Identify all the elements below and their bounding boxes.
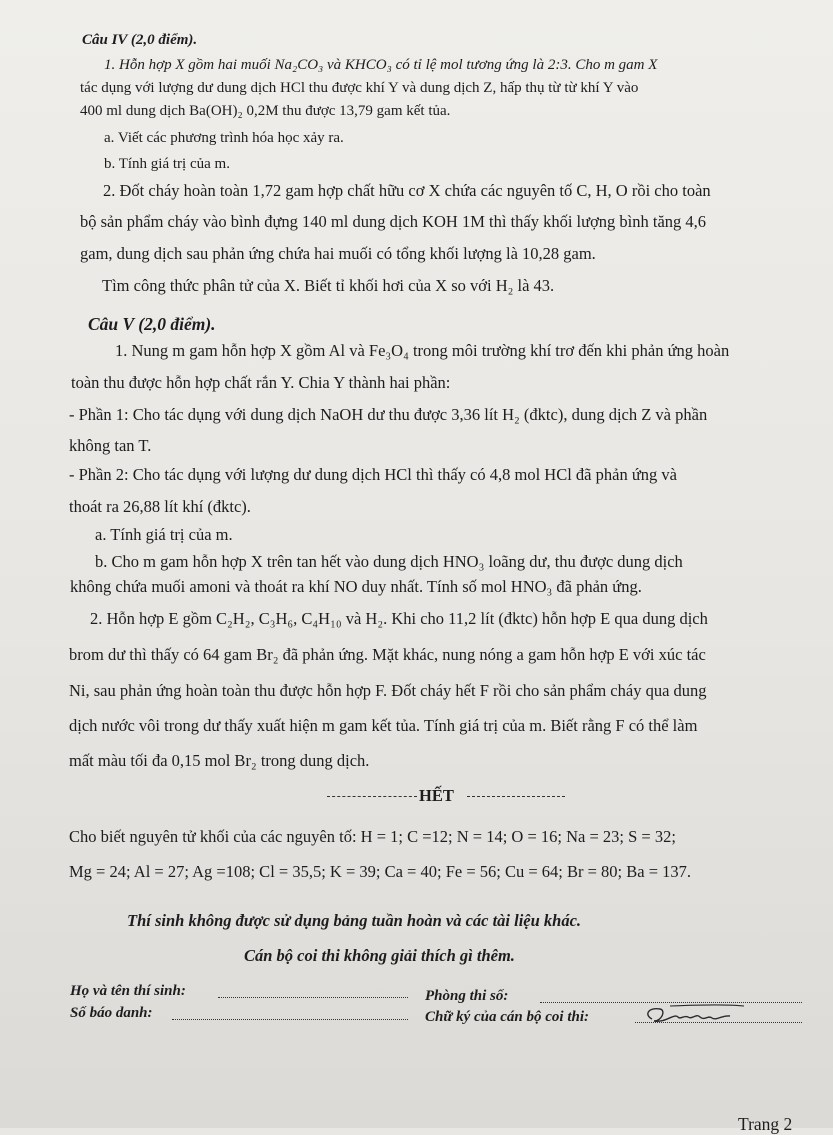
q5-p1b-line1: b. Cho m gam hỗn hợp X trên tan hết vào dung dịch HNO₃ loãng dư, thu được dung dịch [95, 552, 683, 571]
q4-p1-line2: tác dụng với lượng dư dung dịch HCl thu được khí Y và dung dịch Z, hấp thụ từ từ khí Y vào [80, 80, 639, 96]
q4-p2-line1: 2. Đốt cháy hoàn toàn 1,72 gam hợp chất hữu cơ X chứa các nguyên tố C, H, O rồi cho toàn [103, 181, 711, 200]
q5-p1b-line2: không chứa muối amoni và thoát ra khí NO duy nhất. Tính số mol HNO₃ đã phản ứng. [70, 577, 642, 596]
candidate-name-blank [218, 997, 408, 998]
q5-title: Câu V (2,0 điểm). [88, 314, 216, 334]
q5-p1-line1: 1. Nung m gam hỗn hợp X gồm Al và Fe₃O₄ trong môi trường khí trơ đến khi phản ứng hoàn [115, 341, 730, 360]
room-number-label: Phòng thi số: [425, 988, 509, 1004]
note-no-explanation: Cán bộ coi thi không giải thích gì thêm. [244, 946, 515, 965]
q5-p1-line5: - Phần 2: Cho tác dụng với lượng dư dung dịch HCl thì thấy có 4,8 mol HCl đã phản ứng và [69, 465, 677, 484]
q4-p1-line3: 400 ml dung dịch Ba(OH)₂ 0,2M thu được 13,79 gam kết tủa. [80, 103, 451, 119]
q4-p1b: b. Tính giá trị của m. [104, 156, 230, 172]
end-divider-right [467, 796, 565, 797]
atomic-masses-line2: Mg = 24; Al = 27; Ag =108; Cl = 35,5; K = 39; Ca = 40; Fe = 56; Cu = 64; Br = 80; Ba = 137. [69, 862, 691, 881]
proctor-signature-image [640, 1003, 750, 1027]
q5-p2-line2: brom dư thì thấy có 64 gam Br₂ đã phản ứng. Mặt khác, nung nóng a gam hỗn hợp E với xúc tác [69, 645, 706, 664]
end-divider-left [327, 796, 417, 797]
q4-p1a: a. Viết các phương trình hóa học xảy ra. [104, 130, 344, 146]
q5-p2-line1: 2. Hỗn hợp E gồm C₂H₂, C₃H₆, C₄H₁₀ và H₂. Khi cho 11,2 lít (đktc) hỗn hợp E qua dung dịch [90, 609, 708, 628]
page-number: Trang 2 [738, 1114, 793, 1134]
candidate-name-label: Họ và tên thí sinh: [70, 983, 186, 999]
q5-p2-line4: dịch nước vôi trong dư thấy xuất hiện m gam kết tủa. Tính giá trị của m. Biết rằng F có thể làm [69, 716, 698, 735]
q5-p1-line6: thoát ra 26,88 lít khí (đktc). [69, 497, 251, 516]
candidate-number-blank [172, 1019, 408, 1020]
candidate-number-label: Số báo danh: [70, 1005, 153, 1021]
q4-p1-line1: 1. Hỗn hợp X gồm hai muối Na₂CO₃ và KHCO₃ có tỉ lệ mol tương ứng là 2:3. Cho m gam X [104, 57, 658, 73]
q4-p2-line4: Tìm công thức phân tử của X. Biết tỉ khối hơi của X so với H₂ là 43. [102, 276, 555, 295]
q4-p2-line2: bộ sản phẩm cháy vào bình đựng 140 ml dung dịch KOH 1M thì thấy khối lượng bình tăng 4,6 [80, 212, 707, 231]
atomic-masses-line1: Cho biết nguyên tử khối của các nguyên tố: H = 1; C =12; N = 14; O = 16; Na = 23; S = 32; [69, 827, 676, 846]
q5-p2-line5: mất màu tối đa 0,15 mol Br₂ trong dung dịch. [69, 751, 370, 770]
q4-p2-line3: gam, dung dịch sau phản ứng chứa hai muối có tổng khối lượng là 10,28 gam. [80, 244, 596, 263]
q5-p1-line3: - Phần 1: Cho tác dụng với dung dịch NaOH dư thu được 3,36 lít H₂ (đktc), dung dịch Z và phần [69, 405, 708, 424]
end-mark: HẾT [419, 786, 454, 805]
q5-p2-line3: Ni, sau phản ứng hoàn toàn thu được hỗn hợp F. Đốt cháy hết F rồi cho sản phẩm cháy qua dung [69, 681, 707, 700]
proctor-signature-label: Chữ ký của cán bộ coi thi: [425, 1009, 589, 1025]
q4-title: Câu IV (2,0 điểm). [82, 32, 198, 48]
note-no-materials: Thí sinh không được sử dụng bảng tuần hoàn và các tài liệu khác. [127, 911, 582, 930]
q5-p1a: a. Tính giá trị của m. [95, 525, 233, 544]
q5-p1-line2: toàn thu được hỗn hợp chất rắn Y. Chia Y thành hai phần: [71, 373, 451, 392]
q5-p1-line4: không tan T. [69, 436, 152, 455]
